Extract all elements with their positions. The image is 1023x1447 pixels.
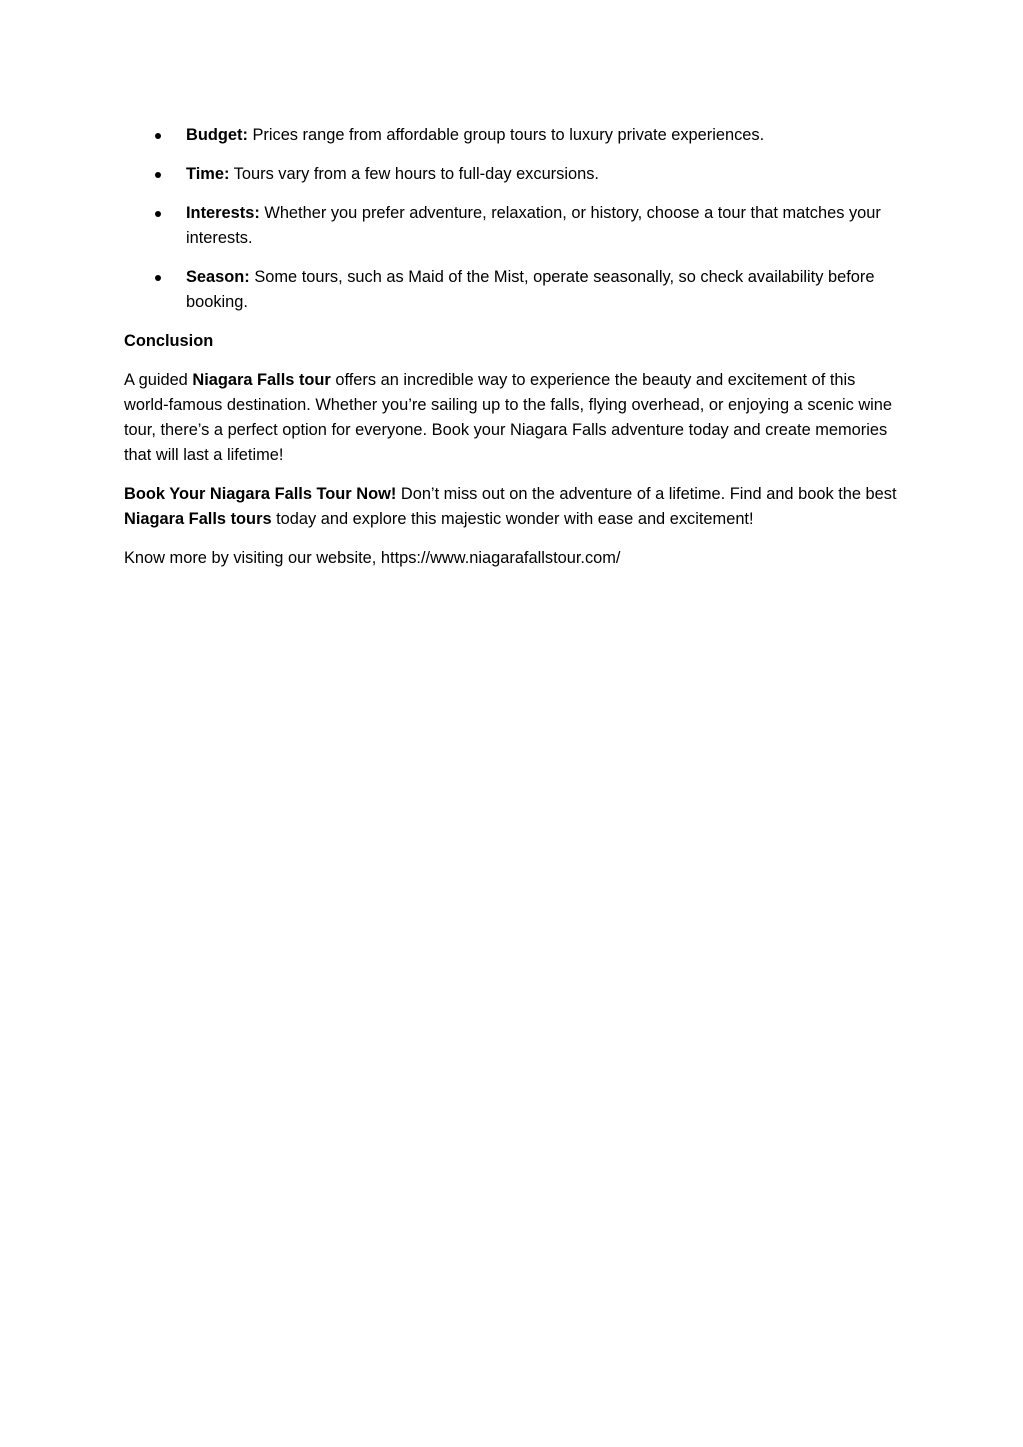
website-paragraph (124, 546, 904, 571)
list-item-label: Season: (186, 268, 250, 286)
list-item-text: Prices range from affordable group tours to luxury private experiences. (247, 126, 765, 144)
paragraph-bold-text: Niagara Falls tours (124, 510, 272, 528)
list-item-label: Time: (186, 165, 230, 183)
list-item-text: Some tours, such as Maid of the Mist, operate seasonally, so check availability before booking. (186, 268, 875, 311)
list-item-label: Budget: (186, 126, 248, 144)
paragraph-bold-text: Niagara Falls tour (192, 371, 331, 389)
page-content (124, 123, 904, 585)
conclusion-paragraph (124, 368, 904, 468)
bullet-icon (155, 133, 161, 139)
paragraph-text: Don’t miss out on the adventure of a lifetime. Find and book the best (396, 485, 897, 503)
list-item-budget (124, 123, 904, 148)
list-item-text: Tours vary from a few hours to full-day excursions. (229, 165, 599, 183)
bullet-icon (155, 275, 161, 281)
paragraph-text: A guided (124, 371, 193, 389)
list-item-interests (124, 201, 904, 251)
call-to-action-heading: Book Your Niagara Falls Tour Now! (124, 485, 397, 503)
considerations-list (124, 123, 904, 315)
bullet-icon (155, 172, 161, 178)
list-item-season (124, 265, 904, 315)
bullet-icon (155, 211, 161, 217)
paragraph-text: today and explore this majestic wonder with ease and excitement! (271, 510, 754, 528)
paragraph-text: offers an incredible way to experience the beauty and excitement of this world-famous destination. Whether you’re sailing up to the falls, flying overhead, or enjoying a scenic wine tour, there’s a perfect option for everyone. Book your Niagara Falls adventure today and create memories that will last a lifetime! (124, 371, 893, 464)
website-text: Know more by visiting our website, https://www.niagarafallstour.com/ (124, 549, 621, 567)
conclusion-heading: Conclusion (124, 332, 214, 350)
list-item-text: Whether you prefer adventure, relaxation, or history, choose a tour that matches your interests. (186, 204, 881, 247)
list-item-time (124, 162, 904, 187)
list-item-label: Interests: (186, 204, 260, 222)
call-to-action-paragraph (124, 482, 904, 532)
